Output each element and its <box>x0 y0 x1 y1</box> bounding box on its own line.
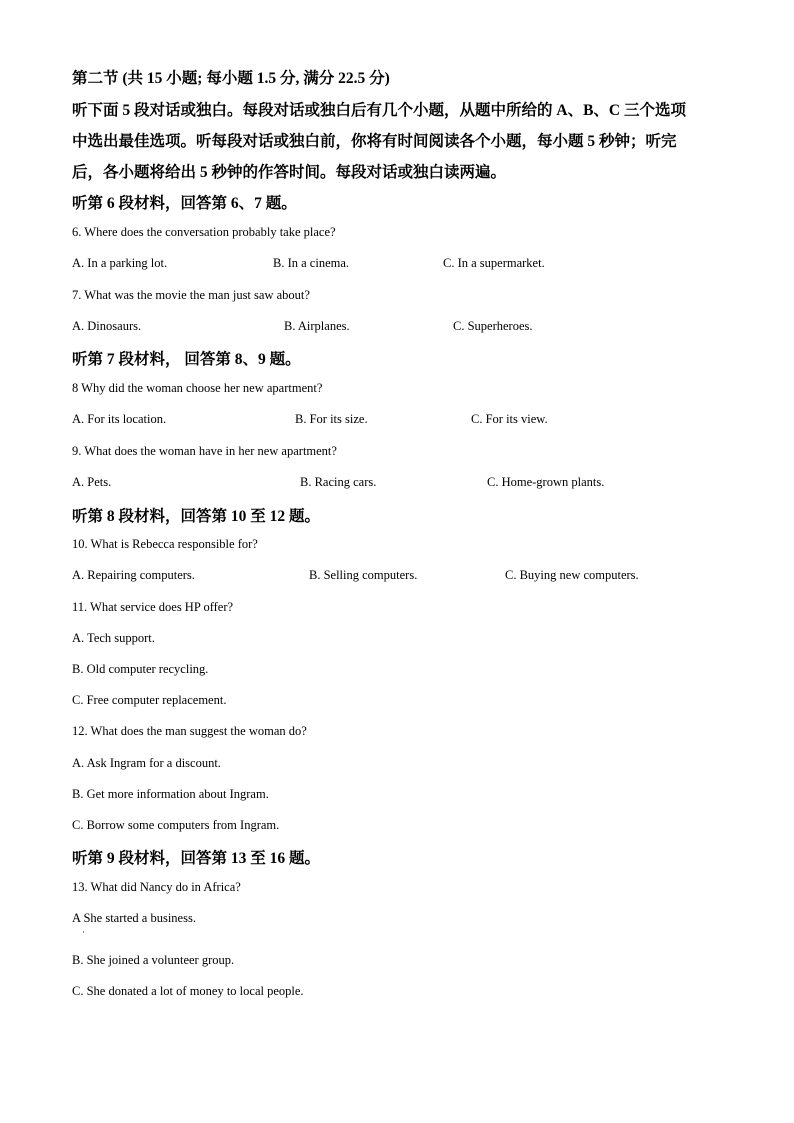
question-8-option-c: C. For its view. <box>471 412 548 426</box>
group-heading-3: 听第 8 段材料，回答第 10 至 12 题。 <box>72 508 321 525</box>
question-9-stem: 9. What does the woman have in her new apartment? <box>72 444 337 458</box>
question-10-stem: 10. What is Rebecca responsible for? <box>72 537 258 551</box>
question-12-option-c: C. Borrow some computers from Ingram. <box>72 818 280 832</box>
question-7-option-b: B. Airplanes. <box>284 319 350 333</box>
instructions-line-2: 中选出最佳选项。听每段对话或独白前，你将有时间阅读各个小题，每小题 5 秒钟；听完 <box>72 133 677 150</box>
question-6-option-c: C. In a supermarket. <box>443 256 545 270</box>
question-7-stem: 7. What was the movie the man just saw about? <box>72 288 310 302</box>
question-10-option-b: B. Selling computers. <box>309 568 418 582</box>
question-9-option-c: C. Home-grown plants. <box>487 475 605 489</box>
stray-dot-mark: · <box>82 927 85 937</box>
question-6-option-a: A. In a parking lot. <box>72 256 168 270</box>
question-10-option-a: A. Repairing computers. <box>72 568 195 582</box>
group-heading-2: 听第 7 段材料， 回答第 8、9 题。 <box>72 351 301 368</box>
question-12-option-a: A. Ask Ingram for a discount. <box>72 756 221 770</box>
question-7-option-c: C. Superheroes. <box>453 319 533 333</box>
question-11-option-a: A. Tech support. <box>72 631 155 645</box>
question-6-stem: 6. Where does the conversation probably take place? <box>72 225 336 239</box>
group-heading-4: 听第 9 段材料，回答第 13 至 16 题。 <box>72 850 321 867</box>
section-title: 第二节 (共 15 小题; 每小题 1.5 分, 满分 22.5 分) <box>72 70 390 87</box>
instructions-line-1: 听下面 5 段对话或独白。每段对话或独白后有几个小题，从题中所给的 A、B、C 三个选项 <box>72 102 686 119</box>
question-12-option-b: B. Get more information about Ingram. <box>72 787 269 801</box>
question-8-option-b: B. For its size. <box>295 412 368 426</box>
question-13-stem: 13. What did Nancy do in Africa? <box>72 880 241 894</box>
question-8-stem: 8 Why did the woman choose her new apartment? <box>72 381 323 395</box>
question-11-stem: 11. What service does HP offer? <box>72 600 234 614</box>
question-8-option-a: A. For its location. <box>72 412 167 426</box>
question-9-option-b: B. Racing cars. <box>300 475 377 489</box>
question-11-option-b: B. Old computer recycling. <box>72 662 209 676</box>
question-13-option-b: B. She joined a volunteer group. <box>72 953 235 967</box>
instructions-line-3: 后，各小题将给出 5 秒钟的作答时间。每段对话或独白读两遍。 <box>72 164 507 181</box>
question-9-option-a: A. Pets. <box>72 475 112 489</box>
question-10-option-c: C. Buying new computers. <box>505 568 639 582</box>
question-7-option-a: A. Dinosaurs. <box>72 319 142 333</box>
question-12-stem: 12. What does the man suggest the woman do? <box>72 724 307 738</box>
question-13-option-a: A She started a business. <box>72 911 196 925</box>
question-6-option-b: B. In a cinema. <box>273 256 350 270</box>
group-heading-1: 听第 6 段材料，回答第 6、7 题。 <box>72 195 297 212</box>
question-11-option-c: C. Free computer replacement. <box>72 693 227 707</box>
question-13-option-c: C. She donated a lot of money to local people. <box>72 984 304 998</box>
